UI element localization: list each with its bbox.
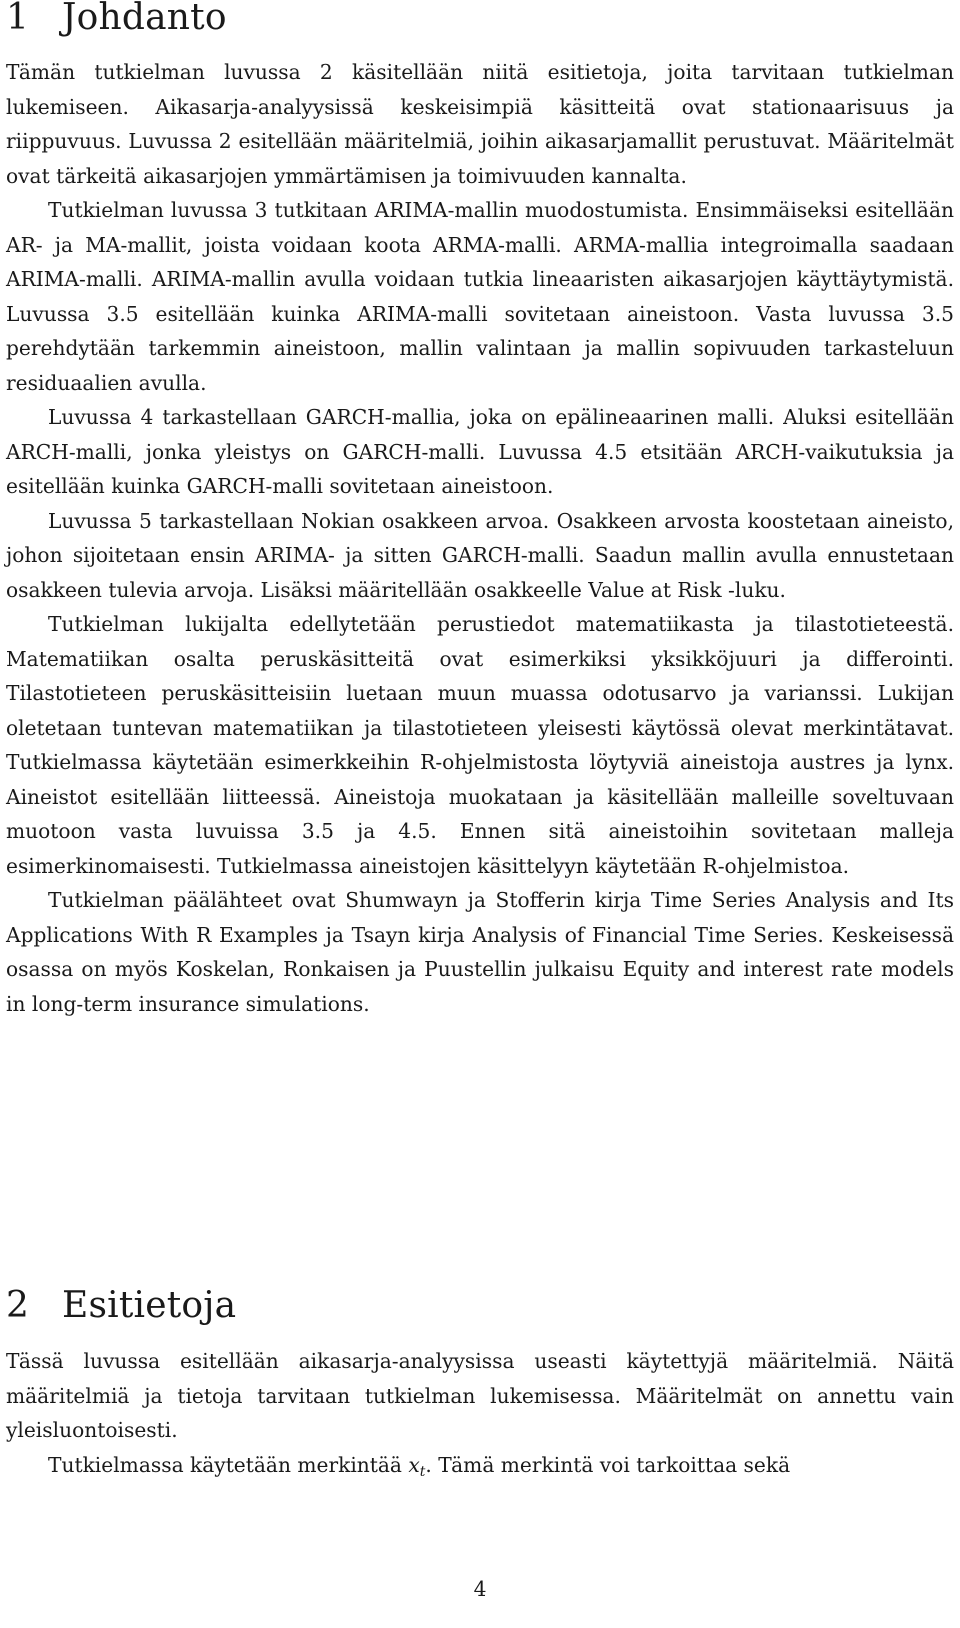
paragraph: Tutkielman lukijalta edellytetään perustiedot matematiikasta ja tilastotieteestä. Matematiikan osalta peruskäsitteitä ovat esimerkiksi yksikköjuuri ja differointi. Tilastotieteen peruskäsitteisiin luetaan muun muassa odotusarvo ja varianssi. Lukijan oletetaan tuntevan matematiikan ja tilastotieteen yleisesti käytössä olevat merkintätavat. Tutkielmassa käytetään esimerkkeihin R-ohjelmistosta löytyviä aineistoja austres ja lynx. Aineistot esitellään liitteessä. Aineistoja muokataan ja käsitellään malleille soveltuvaan muotoon vasta luvuissa 3.5 ja 4.5. Ennen sitä aineistoihin sovitetaan malleja esimerkinomaisesti. Tutkielmassa aineistojen käsittelyyn käytetään R-ohjelmistoa. [6, 612, 954, 878]
section-title: Esitietoja [62, 1285, 237, 1326]
paragraph-with-math [6, 1448, 954, 1490]
text-run: . Tämä merkintä voi tarkoittaa sekä [425, 1452, 791, 1477]
paragraph: Luvussa 4 tarkastellaan GARCH-mallia, joka on epälineaarinen malli. Aluksi esitellään ARCH-malli, jonka yleistys on GARCH-malli. Luvussa 4.5 etsitään ARCH-vaikutuksia ja esitellään kuinka GARCH-malli sovitetaan aineistoon. [6, 405, 954, 498]
section-number: 1 [6, 0, 30, 38]
text-run: Tutkielmassa käytetään merkintää [48, 1452, 409, 1477]
section-1-body [6, 55, 954, 1021]
section-heading-1 [6, 0, 227, 38]
section-title: Johdanto [62, 0, 227, 38]
section-2-body [6, 1344, 954, 1489]
paragraph: Luvussa 5 tarkastellaan Nokian osakkeen arvoa. Osakkeen arvosta koostetaan aineisto, johon sijoitetaan ensin ARIMA- ja sitten GARCH-malli. Saadun mallin avulla ennustetaan osakkeen tulevia arvoja. Lisäksi määritellään osakkeelle Value at Risk -luku. [6, 508, 954, 602]
math-subscript: t [419, 1463, 426, 1480]
paragraph: Tässä luvussa esitellään aikasarja-analyysissa useasti käytettyjä määritelmiä. Näitä määritelmiä ja tietoja tarvitaan tutkielman lukemisessa. Määritelmät on annettu vain yleisluontoisesti. [6, 1349, 954, 1442]
paragraph: Tutkielman päälähteet ovat Shumwayn ja Stofferin kirja Time Series Analysis and Its Applications With R Examples ja Tsayn kirja Analysis of Financial Time Series. Keskeisessä osassa on myös Koskelan, Ronkaisen ja Puustellin julkaisu Equity and interest rate models in long-term insurance simulations. [6, 888, 954, 1016]
paragraph: Tutkielman luvussa 3 tutkitaan ARIMA-mallin muodostumista. Ensimmäiseksi esitellään AR- ja MA-mallit, joista voidaan koota ARMA-malli. ARMA-mallia integroimalla saadaan ARIMA-malli. ARIMA-mallin avulla voidaan tutkia lineaaristen aikasarjojen käyttäytymistä. Luvussa 3.5 esitellään kuinka ARIMA-malli sovitetaan aineistoon. Vasta luvussa 3.5 perehdytään tarkemmin aineistoon, mallin valintaan ja mallin sopivuuden tarkasteluun residuaalien avulla. [6, 198, 954, 395]
section-heading-2 [6, 1286, 236, 1326]
math-variable: x [408, 1452, 420, 1477]
section-number: 2 [6, 1285, 30, 1326]
page-number: 4 [473, 1577, 487, 1601]
paragraph: Tämän tutkielman luvussa 2 käsitellään niitä esitietoja, joita tarvitaan tutkielman lukemiseen. Aikasarja-analyysissä keskeisimpiä käsitteitä ovat stationaarisuus ja riippuvuus. Luvussa 2 esitellään määritelmiä, joihin aikasarjamallit perustuvat. Määritelmät ovat tärkeitä aikasarjojen ymmärtämisen ja toimivuuden kannalta. [6, 60, 954, 188]
